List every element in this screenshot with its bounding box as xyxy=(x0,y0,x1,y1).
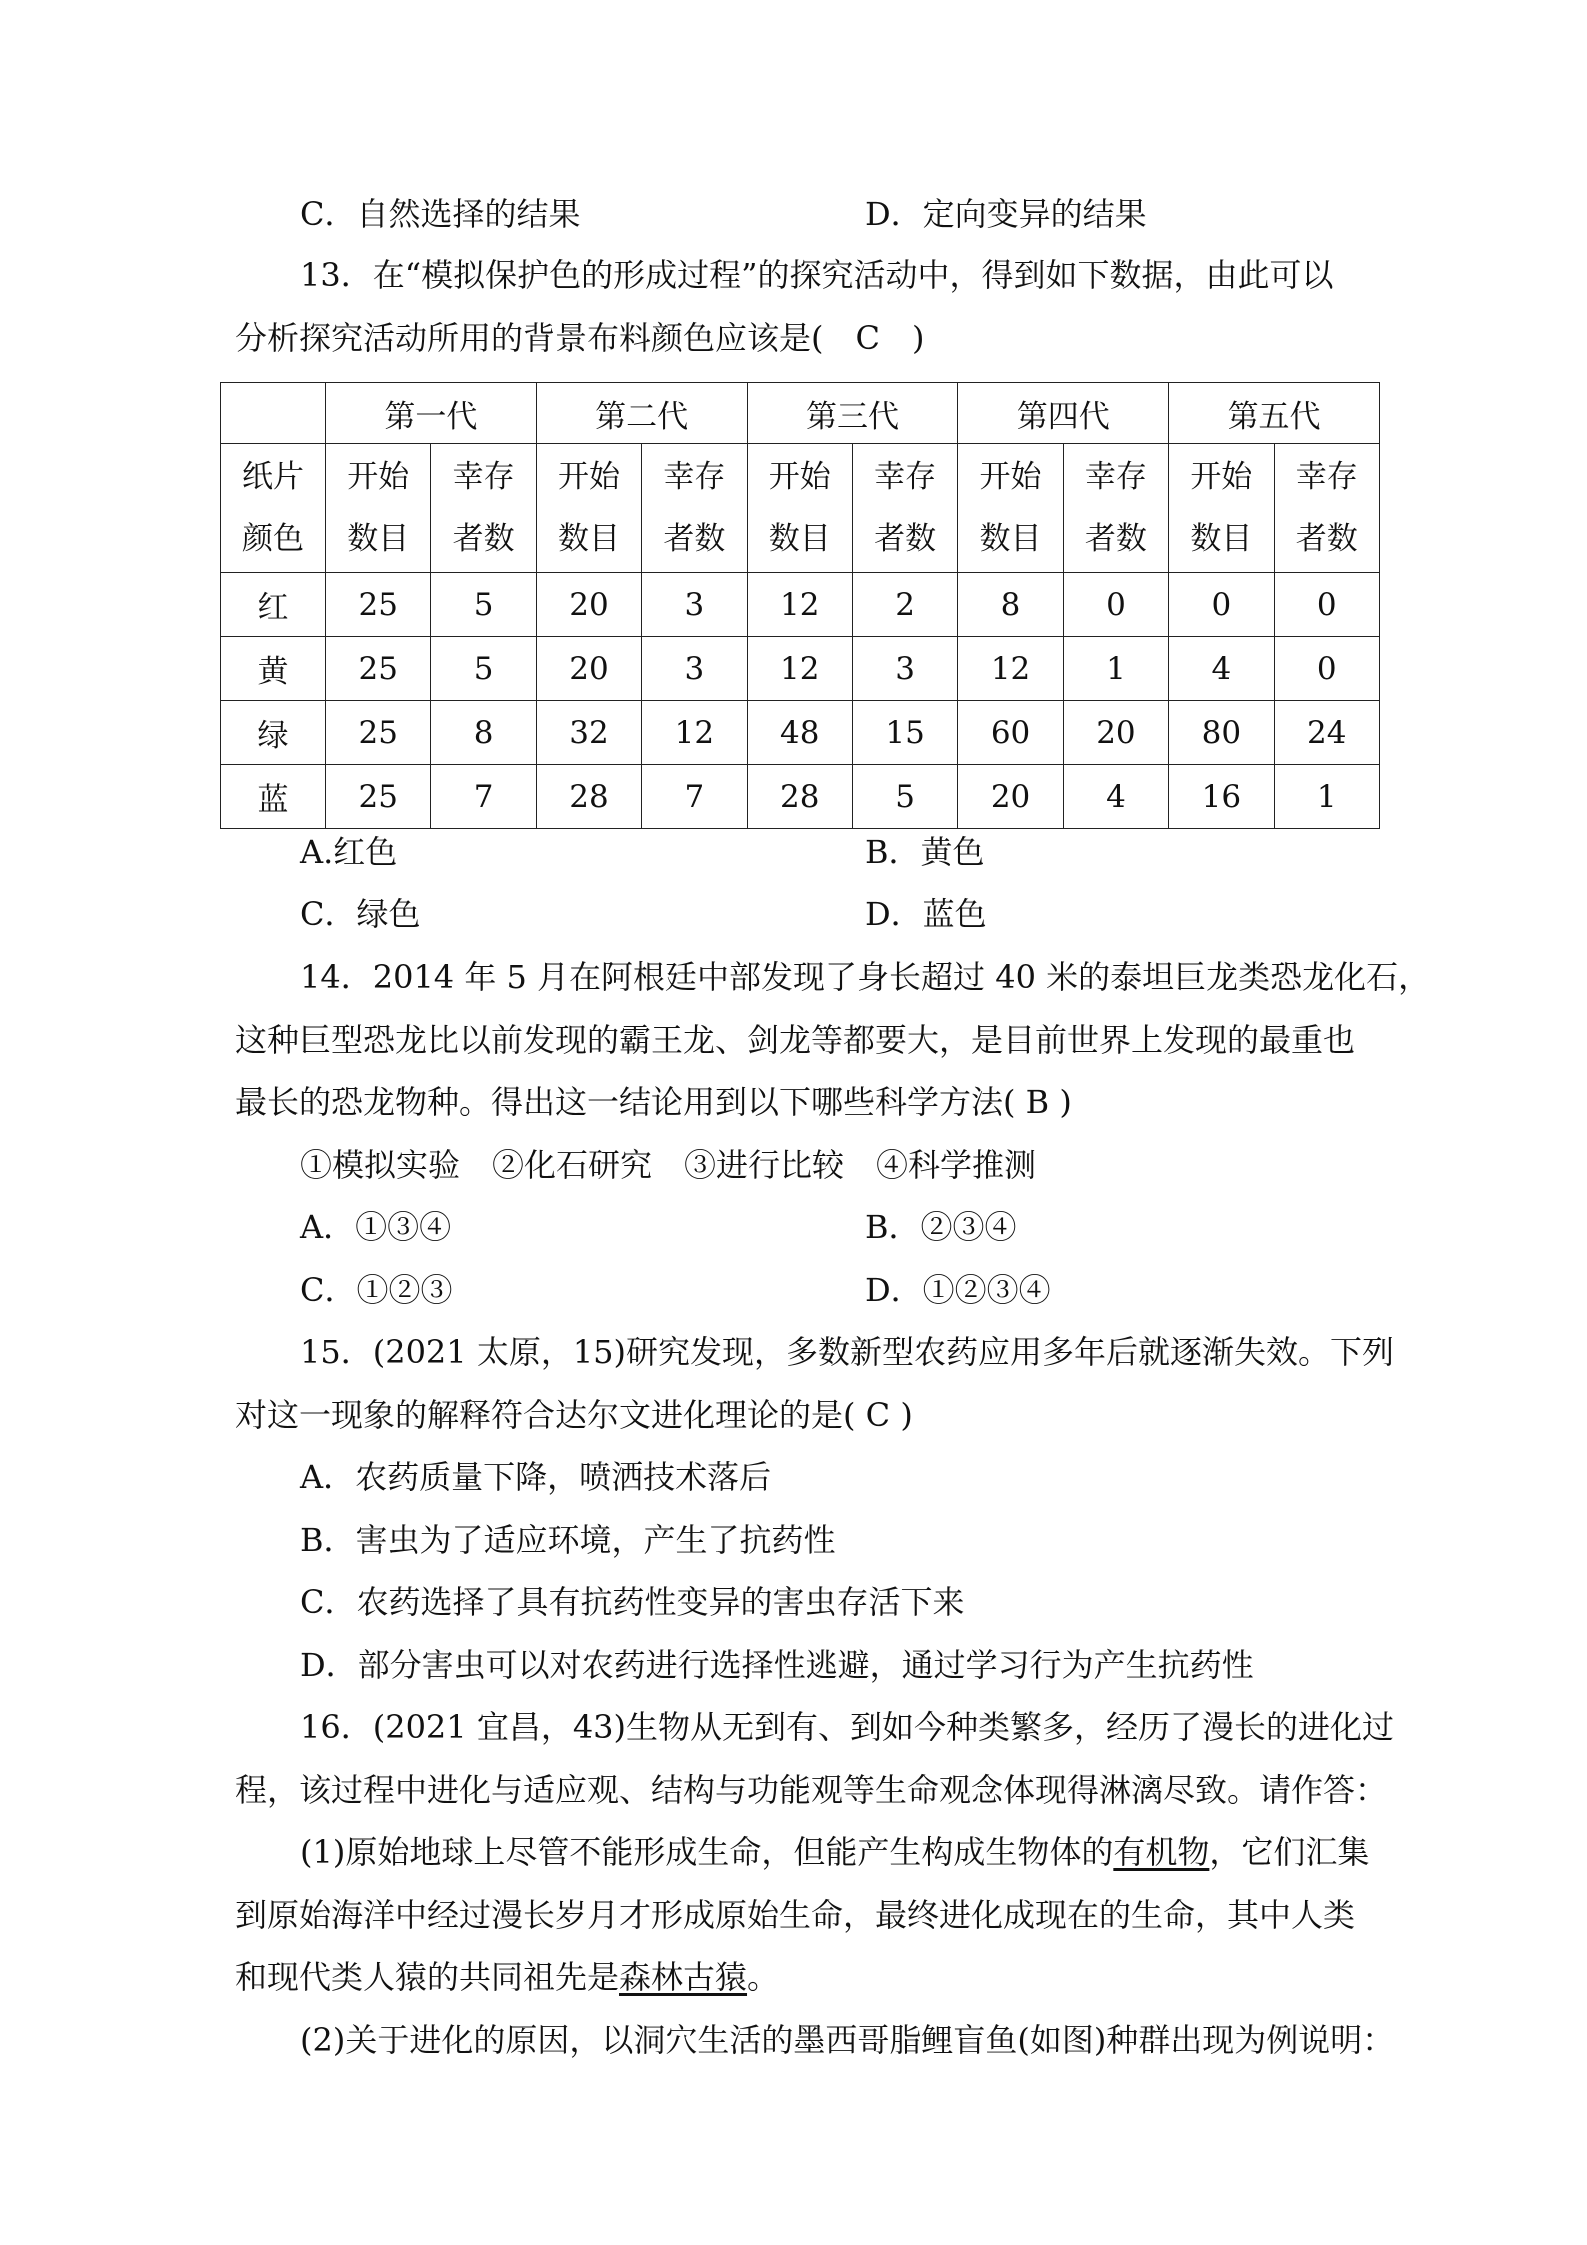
header-generation-2: 第二代 xyxy=(536,383,747,444)
q13-option-d: D．蓝色 xyxy=(865,895,987,933)
start-top: 开始 xyxy=(557,459,620,495)
survive-top: 幸存 xyxy=(452,459,515,495)
q16-part1-line-3 xyxy=(235,1957,779,1997)
subheader-survivor-count xyxy=(1274,444,1379,573)
table-header-row xyxy=(221,383,1380,444)
table-cell: 8 xyxy=(958,573,1063,637)
table-cell: 80 xyxy=(1169,701,1274,765)
q16-part1-line-2: 到原始海洋中经过漫长岁月才形成原始生命，最终进化成现在的生命，其中人类 xyxy=(235,1896,1356,1934)
table-cell: 20 xyxy=(536,637,641,701)
start-top: 开始 xyxy=(768,459,831,495)
table-cell: 24 xyxy=(1274,701,1379,765)
table-cell: 12 xyxy=(747,637,852,701)
survive-bottom: 者数 xyxy=(874,521,937,557)
table-cell: 8 xyxy=(431,701,536,765)
table-cell: 28 xyxy=(747,765,852,829)
table-cell: 5 xyxy=(431,573,536,637)
q14-option-d: D．①②③④ xyxy=(865,1271,1051,1309)
header-generation-4: 第四代 xyxy=(958,383,1169,444)
header-generation-1: 第一代 xyxy=(326,383,537,444)
q16-part2-line: (2)关于进化的原因，以洞穴生活的墨西哥脂鲤盲鱼(如图)种群出现为例说明： xyxy=(300,2021,1395,2059)
table-cell: 1 xyxy=(1274,765,1379,829)
q13-stem-line-1: 13．在“模拟保护色的形成过程”的探究活动中，得到如下数据，由此可以 xyxy=(300,256,1334,294)
table-cell: 48 xyxy=(747,701,852,765)
table-row xyxy=(221,573,1380,637)
start-bottom: 数目 xyxy=(347,521,410,557)
table-cell: 7 xyxy=(431,765,536,829)
q12-option-d: D．定向变异的结果 xyxy=(865,195,1147,233)
survive-top: 幸存 xyxy=(874,459,937,495)
table-cell: 3 xyxy=(642,573,747,637)
q14-option-c: C．①②③ xyxy=(300,1271,453,1309)
start-bottom: 数目 xyxy=(979,521,1042,557)
table-cell: 25 xyxy=(326,765,431,829)
protective-color-data-table xyxy=(220,382,1380,829)
q12-option-c: C．自然选择的结果 xyxy=(300,195,581,233)
q16-part1-text-a: (1)原始地球上尽管不能形成生命，但能产生构成生物体的 xyxy=(300,1833,1114,1871)
table-cell: 7 xyxy=(642,765,747,829)
header-generation-3: 第三代 xyxy=(747,383,958,444)
table-subheader-row xyxy=(221,444,1380,573)
row-header-top: 纸片 xyxy=(242,459,304,495)
table-row xyxy=(221,765,1380,829)
q13-option-a: A.红色 xyxy=(300,833,398,871)
q13-option-b: B．黄色 xyxy=(865,833,985,871)
table-corner-cell xyxy=(221,383,326,444)
table-cell: 12 xyxy=(642,701,747,765)
table-cell: 2 xyxy=(852,573,957,637)
q16-part1-text-d: 。 xyxy=(747,1958,780,1996)
table-cell: 5 xyxy=(852,765,957,829)
table-cell: 16 xyxy=(1169,765,1274,829)
table-cell: 60 xyxy=(958,701,1063,765)
q16-stem-line-1: 16．(2021 宜昌，43)生物从无到有、到如今种类繁多，经历了漫长的进化过 xyxy=(300,1708,1395,1746)
subheader-survivor-count xyxy=(852,444,957,573)
subheader-start-count xyxy=(536,444,641,573)
header-generation-5: 第五代 xyxy=(1169,383,1380,444)
q15-option-c: C．农药选择了具有抗药性变异的害虫存活下来 xyxy=(300,1583,965,1621)
table-cell: 12 xyxy=(747,573,852,637)
table-cell: 20 xyxy=(536,573,641,637)
table-cell: 5 xyxy=(431,637,536,701)
table-row xyxy=(221,637,1380,701)
start-bottom: 数目 xyxy=(1190,521,1253,557)
table-cell: 12 xyxy=(958,637,1063,701)
q16-part1-text-c: 和现代类人猿的共同祖先是 xyxy=(235,1958,620,1996)
q14-option-a: A．①③④ xyxy=(300,1208,452,1246)
table-cell: 1 xyxy=(1063,637,1168,701)
table-cell: 3 xyxy=(852,637,957,701)
subheader-survivor-count xyxy=(1063,444,1168,573)
table-cell: 0 xyxy=(1169,573,1274,637)
subheader-start-count xyxy=(326,444,431,573)
q15-stem-line-1: 15．(2021 太原，15)研究发现，多数新型农药应用多年后就逐渐失效。下列 xyxy=(300,1333,1395,1371)
table-body xyxy=(221,573,1380,829)
q16-part1-text-b: ，它们汇集 xyxy=(1209,1833,1370,1871)
survive-top: 幸存 xyxy=(663,459,726,495)
start-top: 开始 xyxy=(1190,459,1253,495)
row-header-bottom: 颜色 xyxy=(242,521,304,557)
survive-bottom: 者数 xyxy=(1084,521,1147,557)
row-color-cell: 绿 xyxy=(221,701,326,765)
q16-answer-forest-ape: 森林古猿 xyxy=(619,1958,748,1996)
q16-stem-line-2: 程，该过程中进化与适应观、结构与功能观等生命观念体现得淋漓尽致。请作答： xyxy=(235,1771,1388,1809)
q15-option-a: A．农药质量下降，喷洒技术落后 xyxy=(300,1458,772,1496)
table-cell: 25 xyxy=(326,637,431,701)
q15-stem-line-2: 对这一现象的解释符合达尔文进化理论的是( C ) xyxy=(235,1396,913,1434)
table-cell: 28 xyxy=(536,765,641,829)
table-cell: 20 xyxy=(958,765,1063,829)
table-cell: 4 xyxy=(1063,765,1168,829)
subheader-start-count xyxy=(1169,444,1274,573)
start-bottom: 数目 xyxy=(557,521,620,557)
row-color-cell: 蓝 xyxy=(221,765,326,829)
table-cell: 0 xyxy=(1063,573,1168,637)
q14-stem-line-2: 这种巨型恐龙比以前发现的霸王龙、剑龙等都要大，是目前世界上发现的最重也 xyxy=(235,1021,1356,1059)
table-cell: 0 xyxy=(1274,637,1379,701)
start-bottom: 数目 xyxy=(768,521,831,557)
q14-option-b: B．②③④ xyxy=(865,1208,1017,1246)
q16-part1-line-1 xyxy=(300,1832,1369,1872)
survive-bottom: 者数 xyxy=(663,521,726,557)
start-top: 开始 xyxy=(979,459,1042,495)
q14-stem-line-1: 14．2014 年 5 月在阿根廷中部发现了身长超过 40 米的泰坦巨龙类恐龙化石， xyxy=(300,958,1431,996)
table-cell: 3 xyxy=(642,637,747,701)
q16-answer-organic-matter: 有机物 xyxy=(1113,1833,1210,1871)
q13-stem-line-2: 分析探究活动所用的背景布料颜色应该是( C ) xyxy=(235,319,925,357)
survive-top: 幸存 xyxy=(1295,459,1358,495)
table-cell: 15 xyxy=(852,701,957,765)
table-cell: 4 xyxy=(1169,637,1274,701)
q13-option-c: C．绿色 xyxy=(300,895,421,933)
q14-stem-line-3: 最长的恐龙物种。得出这一结论用到以下哪些科学方法( B ) xyxy=(235,1083,1072,1121)
table-cell: 0 xyxy=(1274,573,1379,637)
start-top: 开始 xyxy=(347,459,410,495)
q15-option-d: D．部分害虫可以对农药进行选择性逃避，通过学习行为产生抗药性 xyxy=(300,1646,1254,1684)
subheader-start-count xyxy=(958,444,1063,573)
subheader-start-count xyxy=(747,444,852,573)
row-color-cell: 黄 xyxy=(221,637,326,701)
survive-bottom: 者数 xyxy=(1295,521,1358,557)
subheader-survivor-count xyxy=(642,444,747,573)
table-row xyxy=(221,701,1380,765)
row-color-cell: 红 xyxy=(221,573,326,637)
q14-method-items: ①模拟实验 ②化石研究 ③进行比较 ④科学推测 xyxy=(300,1146,1037,1184)
table-cell: 25 xyxy=(326,701,431,765)
survive-top: 幸存 xyxy=(1084,459,1147,495)
subheader-survivor-count xyxy=(431,444,536,573)
table-cell: 20 xyxy=(1063,701,1168,765)
q15-option-b: B．害虫为了适应环境，产生了抗药性 xyxy=(300,1521,836,1559)
table-cell: 25 xyxy=(326,573,431,637)
table-cell: 32 xyxy=(536,701,641,765)
survive-bottom: 者数 xyxy=(452,521,515,557)
row-header-paper-color xyxy=(221,444,326,573)
